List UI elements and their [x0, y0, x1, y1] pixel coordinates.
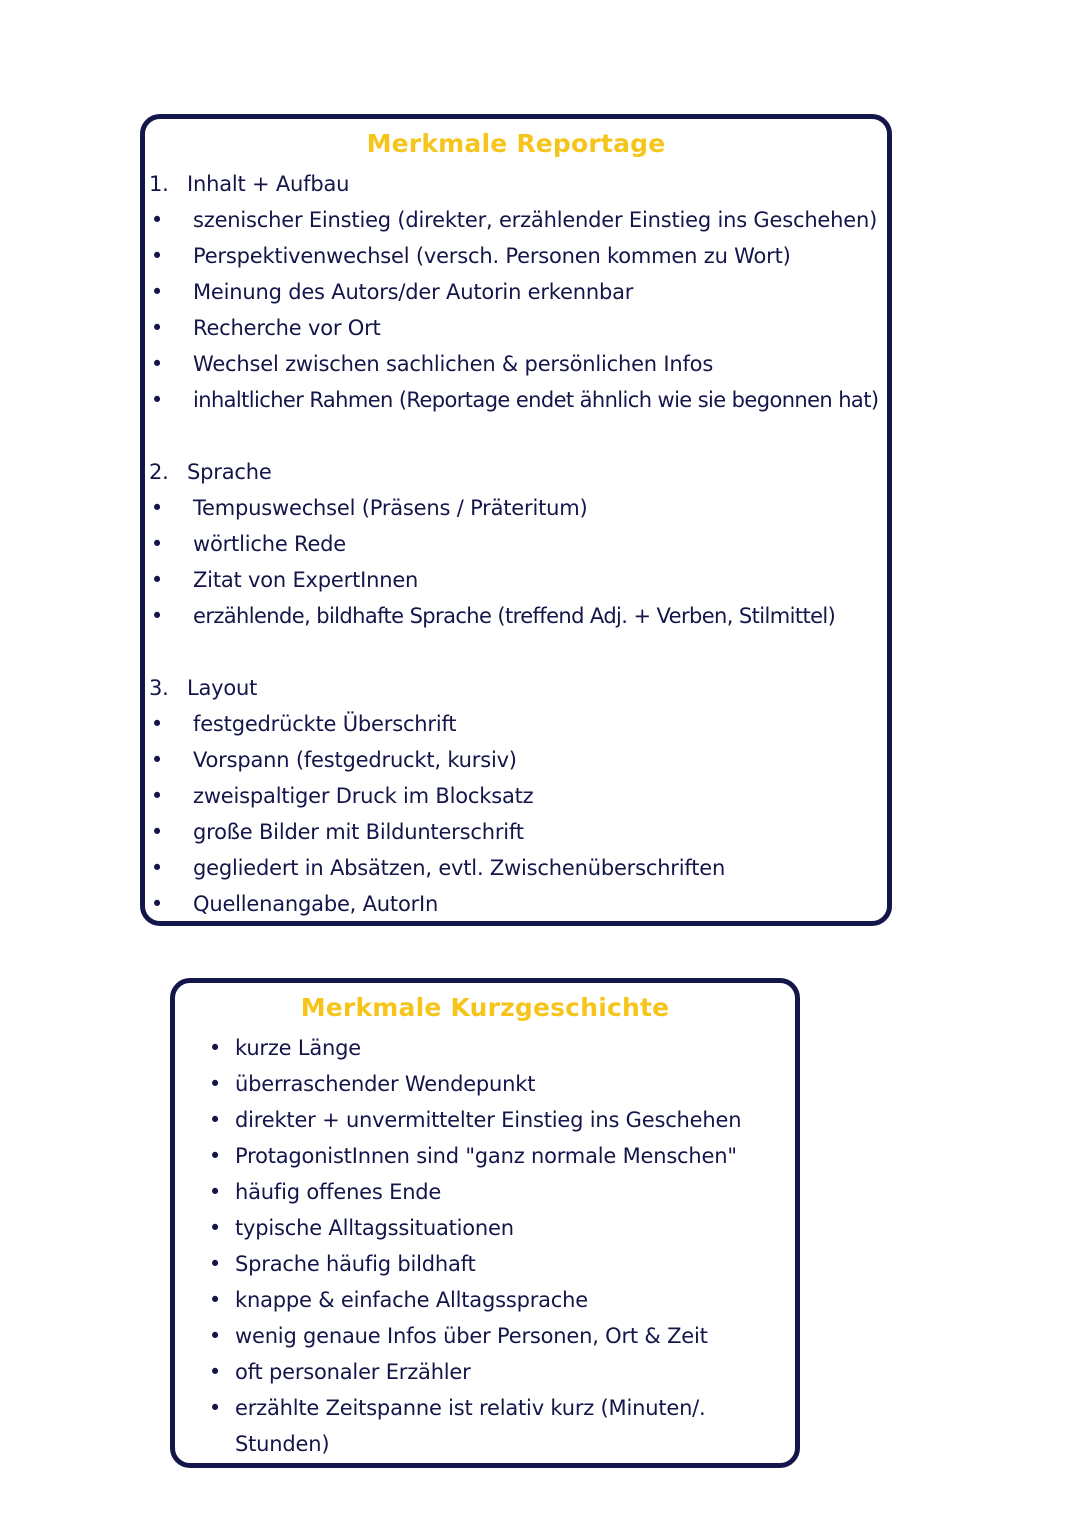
list-item-text: Quellenangabe, AutorIn	[193, 892, 439, 916]
bullet: •	[150, 748, 164, 772]
list-item-text: erzählte Zeitspanne ist relativ kurz (Minuten/. Stunden)	[235, 1396, 706, 1456]
bullet: •	[150, 316, 164, 340]
bullet: •	[150, 784, 164, 808]
bullet: •	[150, 712, 164, 736]
bullet: •	[208, 1108, 222, 1132]
list-item-text: Recherche vor Ort	[193, 316, 381, 340]
list-item-text: szenischer Einstieg (direkter, erzählender Einstieg ins Geschehen)	[193, 208, 878, 232]
bullet: •	[208, 1396, 222, 1420]
bullet: •	[150, 280, 164, 304]
list-item-text: erzählende, bildhafte Sprache (treffend Adj. + Verben, Stilmittel)	[193, 604, 836, 628]
bullet: •	[208, 1252, 222, 1276]
bullet: •	[150, 352, 164, 376]
list-item-text: wörtliche Rede	[193, 532, 347, 556]
bullet: •	[208, 1360, 222, 1384]
list-item-text: typische Alltagssituationen	[235, 1216, 514, 1240]
section-number: 2.	[149, 460, 169, 484]
bullet: •	[208, 1144, 222, 1168]
list-item-text: überraschender Wendepunkt	[235, 1072, 536, 1096]
list-item-text: Vorspann (festgedruckt, kursiv)	[193, 748, 517, 772]
bullet: •	[150, 496, 164, 520]
bullet: •	[208, 1288, 222, 1312]
bullet: •	[150, 208, 164, 232]
section-heading-label: Sprache	[187, 460, 272, 484]
list-item-text: zweispaltiger Druck im Blocksatz	[193, 784, 534, 808]
bullet: •	[208, 1036, 222, 1060]
list-item-text: knappe & einfache Alltagssprache	[235, 1288, 588, 1312]
list-item-text: ProtagonistInnen sind "ganz normale Menschen"	[235, 1144, 737, 1168]
list-item-text: direkter + unvermittelter Einstieg ins Geschehen	[235, 1108, 742, 1132]
bullet: •	[208, 1216, 222, 1240]
list-item-text: Tempuswechsel (Präsens / Präteritum)	[193, 496, 588, 520]
reportage-title: Merkmale Reportage	[366, 129, 666, 158]
list-item-text: häufig offenes Ende	[235, 1180, 442, 1204]
bullet: •	[150, 856, 164, 880]
bullet: •	[150, 892, 164, 916]
list-item-text: große Bilder mit Bildunterschrift	[193, 820, 524, 844]
bullet: •	[208, 1180, 222, 1204]
list-item	[205, 1390, 745, 1462]
bullet: •	[150, 388, 164, 412]
list-item-text: wenig genaue Infos über Personen, Ort & Zeit	[235, 1324, 708, 1348]
list-item-text: Zitat von ExpertInnen	[193, 568, 419, 592]
list-item-text: Wechsel zwischen sachlichen & persönlichen Infos	[193, 352, 714, 376]
section-heading-label: Layout	[187, 676, 258, 700]
section-number: 3.	[149, 676, 169, 700]
bullet: •	[208, 1324, 222, 1348]
section-heading-label: Inhalt + Aufbau	[187, 172, 350, 196]
list-item-text: festgedrückte Überschrift	[193, 712, 457, 736]
kurzgeschichte-title: Merkmale Kurzgeschichte	[300, 993, 670, 1022]
bullet: •	[150, 532, 164, 556]
bullet: •	[208, 1072, 222, 1096]
list-item-text: inhaltlicher Rahmen (Reportage endet ähnlich wie sie begonnen hat)	[193, 388, 879, 412]
list-item-text: Meinung des Autors/der Autorin erkennbar	[193, 280, 634, 304]
section-number: 1.	[149, 172, 169, 196]
reportage-card	[140, 114, 892, 926]
list-item-text: oft personaler Erzähler	[235, 1360, 471, 1384]
bullet: •	[150, 820, 164, 844]
bullet: •	[150, 244, 164, 268]
bullet: •	[150, 604, 164, 628]
kurzgeschichte-card	[170, 978, 800, 1468]
list-item-text: kurze Länge	[235, 1036, 362, 1060]
list-item-text: gegliedert in Absätzen, evtl. Zwischenüberschriften	[193, 856, 726, 880]
list-item-text: Sprache häufig bildhaft	[235, 1252, 476, 1276]
list-item-text: Perspektivenwechsel (versch. Personen kommen zu Wort)	[193, 244, 791, 268]
bullet: •	[150, 568, 164, 592]
